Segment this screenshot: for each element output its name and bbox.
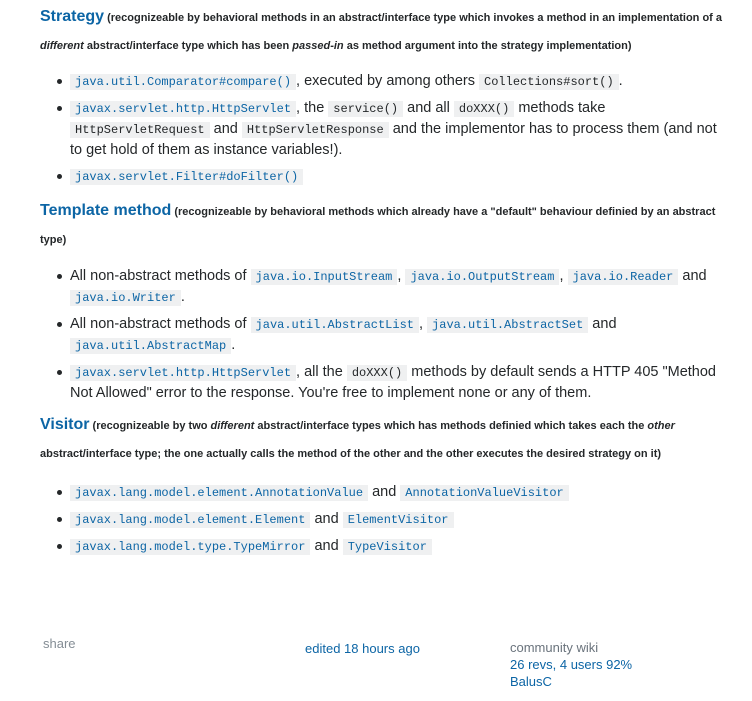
template-heading [40,197,730,254]
item-text: , [418,316,428,332]
item-text: and all [403,100,454,116]
code-link[interactable]: java.util.AbstractList [251,317,419,333]
item-text: and [588,316,617,332]
item-text: All non-abstract methods of [70,268,251,284]
code-link[interactable]: ElementVisitor [343,512,454,528]
item-text: methods take [514,100,606,116]
item-text: and [368,484,401,500]
item-text: and [209,121,242,137]
code-link[interactable]: javax.servlet.http.HttpServlet [70,365,296,381]
strategy-list [40,71,730,187]
revisions-link[interactable]: 26 revs, 4 users 92% [510,657,633,672]
code-snippet: doXXX() [347,365,407,381]
code-link[interactable]: java.io.Writer [70,290,181,306]
community-wiki-info [510,639,632,690]
edited-link[interactable]: edited 18 hours ago [305,641,420,656]
item-text: , executed by among others [296,73,480,89]
author-link[interactable]: BalusC [510,674,552,689]
code-link[interactable]: java.util.Comparator#compare() [70,74,296,90]
item-text: . [180,289,185,305]
code-snippet: Collections#sort() [479,74,619,90]
item-text: and [310,511,343,527]
item-text: , [559,268,568,284]
item-text: and the implementor has to process them (and not to get hold of them as instance variables!). [70,121,717,158]
code-link[interactable]: java.io.InputStream [251,269,398,285]
community-wiki-label: community wiki [510,640,599,655]
item-text: , the [296,100,329,116]
code-link[interactable]: java.io.Reader [568,269,679,285]
item-text: . [231,337,236,353]
visitor-desc-em-1: different [210,420,255,432]
strategy-heading [40,3,730,60]
list-item [70,98,730,160]
item-text: All non-abstract methods of [70,316,251,332]
code-snippet: HttpServletResponse [242,122,389,138]
code-link[interactable]: javax.servlet.Filter#doFilter() [70,169,303,185]
code-link[interactable]: java.util.AbstractMap [70,338,231,354]
strategy-desc-2: abstract/interface type which has been [83,40,293,52]
code-link[interactable]: TypeVisitor [343,539,432,555]
strategy-desc-em-2: passed-in [292,40,344,52]
code-link[interactable]: javax.lang.model.element.Element [70,512,310,528]
answer-body [40,0,730,563]
list-item [70,166,730,187]
template-desc: (recognizeable by behavioral methods which already have a "default" behaviour definied by an abstract type) [40,206,716,246]
visitor-list [40,482,730,557]
strategy-desc-3: as method argument into the strategy implementation) [343,40,632,52]
code-link[interactable]: javax.lang.model.element.AnnotationValue [70,485,368,501]
share-link[interactable]: share [43,636,76,651]
template-list [40,266,730,403]
visitor-desc-3: abstract/interface type; the one actually calls the method of the other and the other executes the desired strategy on it) [40,448,662,460]
item-text: methods by default sends a HTTP 405 "Method Not Allowed" error to the response. You're free to implement none or any of them. [70,364,716,401]
code-snippet: HttpServletRequest [70,122,210,138]
code-link[interactable]: java.util.AbstractSet [427,317,588,333]
item-text: , [397,268,406,284]
item-text: and [678,268,707,284]
strategy-desc-em-1: different [40,40,84,52]
list-item [70,362,730,403]
list-item [70,509,730,530]
code-link[interactable]: java.io.OutputStream [405,269,559,285]
visitor-heading [40,411,730,468]
item-text: . [618,73,623,89]
visitor-desc-em-2: other [647,420,675,432]
list-item [70,314,730,356]
list-item [70,482,730,503]
code-snippet: service() [328,101,403,117]
code-link[interactable]: AnnotationValueVisitor [400,485,568,501]
list-item [70,536,730,557]
code-link[interactable]: javax.servlet.http.HttpServlet [70,101,296,117]
item-text: , all the [296,364,347,380]
visitor-title: Visitor [40,416,90,433]
list-item [70,266,730,308]
list-item [70,71,730,92]
strategy-desc-1: (recognizeable by behavioral methods in an abstract/interface type which invokes a method in an implementation of a [104,12,723,24]
post-footer [0,636,752,701]
visitor-desc-1: (recognizeable by two [89,420,211,432]
code-link[interactable]: javax.lang.model.type.TypeMirror [70,539,310,555]
code-snippet: doXXX() [454,101,514,117]
strategy-title: Strategy [40,8,105,25]
visitor-desc-2: abstract/interface types which has methods definied which takes each the [254,420,648,432]
template-title: Template method [40,202,172,219]
item-text: and [310,538,343,554]
